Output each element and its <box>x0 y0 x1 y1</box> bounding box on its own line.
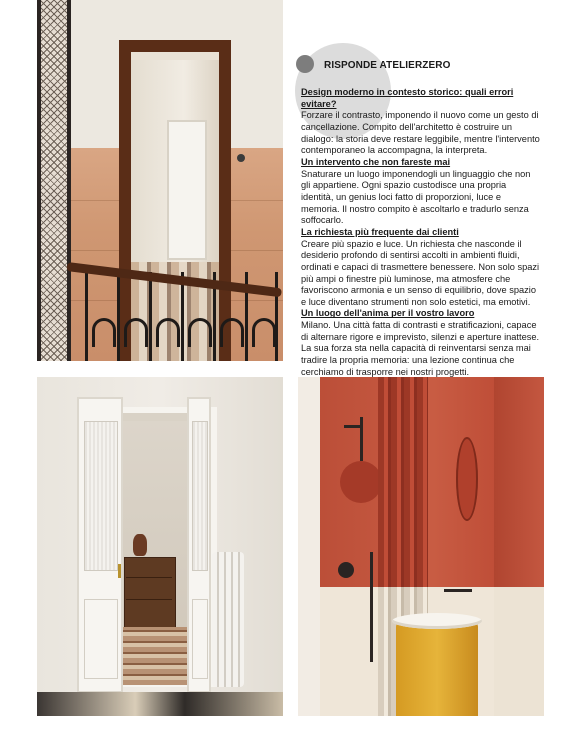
right-wainscot <box>494 587 544 716</box>
article-body <box>301 87 541 378</box>
bullet-dot <box>296 55 314 73</box>
drawer-line <box>126 599 172 600</box>
question-3: La richiesta più frequente dai clienti <box>301 226 459 237</box>
inner-white-door <box>167 120 207 260</box>
photo-double-door <box>37 377 283 716</box>
answer-1: Forzare il contrasto, imponendo il nuovo come un gesto di cancellazione. Compito dell'architetto è costruire un dialogo: la storia deve restare leggibile, mentre l'intervento contemporaneo la accompagna, la interpreta. <box>301 110 540 156</box>
terrazzo-floor <box>37 692 283 716</box>
baluster-arc <box>124 318 148 347</box>
wooden-cabinet <box>124 557 176 629</box>
baluster <box>275 272 278 361</box>
door-panel <box>192 599 208 679</box>
wall-fixture <box>237 154 245 162</box>
iron-grille <box>37 0 71 361</box>
sink-tap <box>444 589 472 592</box>
drawer-line <box>126 577 172 578</box>
shower-mixer-knob <box>338 562 354 578</box>
door-leaf-left <box>77 397 123 693</box>
vase <box>133 534 147 556</box>
photo-staircase-doorway <box>37 0 283 361</box>
door-handle <box>118 564 121 578</box>
sink-basin <box>392 613 482 629</box>
baluster-arc <box>220 318 244 347</box>
shower-pipe <box>360 417 363 461</box>
shower-hose <box>370 552 373 662</box>
answer-3: Creare più spazio e luce. Un richiesta che nasconde il desiderio profondo di sentirsi accolti in ambienti fluidi, ordinati e capaci di trasmettere benessere. Non solo spazi più ampi o finestre più luminose, ma atmosfere che favoriscono armonia e un senso di equilibrio, dove spazio e luce diventano strumenti non solo estetici, ma emotivi. <box>301 238 540 307</box>
wall-edge <box>298 377 320 716</box>
door-leaf-right <box>187 397 211 693</box>
showerhead <box>340 461 382 503</box>
grille-mesh <box>41 0 67 361</box>
question-2: Un intervento che non fareste mai <box>301 156 451 167</box>
baluster-arc <box>188 318 212 347</box>
cast-iron-radiator <box>212 552 244 687</box>
article-header: RISPONDE ATELIERZERO <box>324 60 451 71</box>
question-4: Un luogo dell'anima per il vostro lavoro <box>301 308 475 319</box>
answer-4: Milano. Una città fatta di contrasti e stratificazioni, capace di alternare rigore e imprevisto, silenzi e aperture inattese. La sua forza sta nella capacità di reinventarsi senza mai tradire la propria memoria: una lezione continua che cerchiamo di trasporre nei nostri progetti. <box>301 320 540 377</box>
fluted-glass <box>84 421 118 571</box>
baluster <box>117 272 120 361</box>
baluster <box>85 272 88 361</box>
fluted-glass <box>192 421 208 571</box>
yellow-sink-base <box>396 621 478 716</box>
question-1: Design moderno in contesto storico: quali errori evitare? <box>301 87 514 109</box>
door-panel <box>84 599 118 679</box>
oval-mirror <box>456 437 478 521</box>
baluster-arc <box>156 318 180 347</box>
baluster-arc <box>92 318 116 347</box>
photo-red-bathroom <box>298 377 544 716</box>
answer-2: Snaturare un luogo imponendogli un linguaggio che non gli appartiene. Ogni spazio custodisce una propria identità, un genius loci fatto di proporzioni, luce e memoria. Il nostro compito è ascoltarlo e tradurlo senza soffocarlo. <box>301 168 531 226</box>
baluster-arc <box>252 318 276 347</box>
baluster <box>149 272 152 361</box>
